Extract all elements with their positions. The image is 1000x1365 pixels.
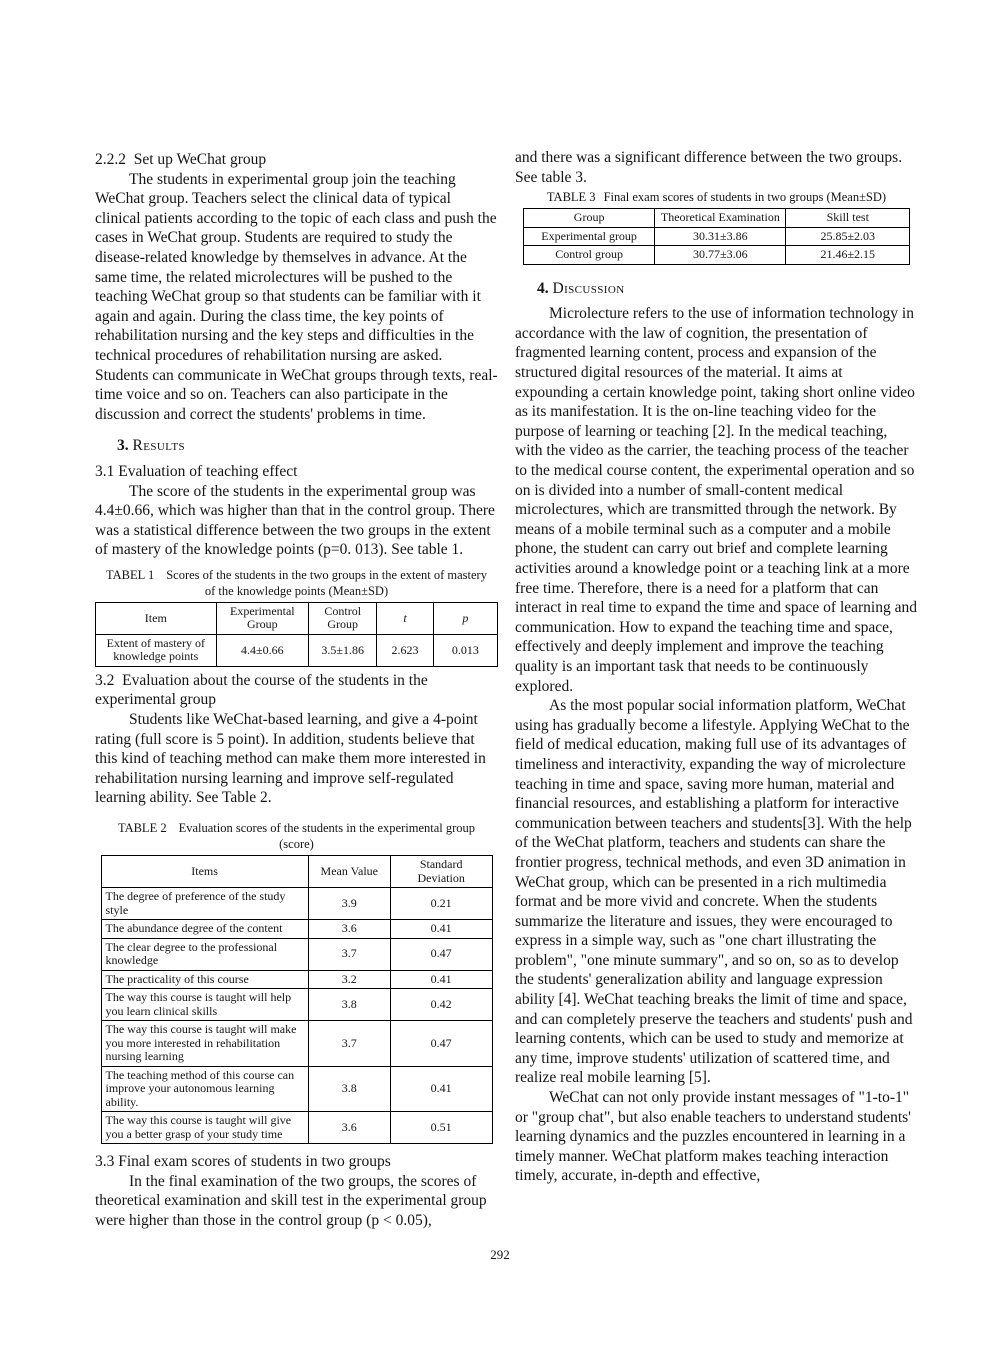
table3-header-row: [524, 209, 910, 228]
table2-cell-mean: 3.6: [308, 920, 390, 939]
table2-cell-sd: 0.47: [390, 1021, 492, 1067]
paragraph-course-evaluation: Students like WeChat-based learning, and give a 4-point rating (full score is 5 point). In addition, students believe that this kind of teaching method can make them more interested in rehabilitation nursing learning and improve self-regulated learning ability. See Table 2.: [95, 711, 486, 807]
table1: [95, 602, 498, 667]
table2-cell-item: The way this course is taught will give you a better grasp of your study time: [101, 1112, 308, 1144]
table2-row: [101, 888, 492, 920]
table2-cell-item: The teaching method of this course can improve your autonomous learning ability.: [101, 1066, 308, 1112]
section-4-title: Discussion: [552, 279, 625, 297]
table2-cell-mean: 3.9: [308, 888, 390, 920]
table2-cell-item: The way this course is taught will make you more interested in rehabilitation nursing learning: [101, 1021, 308, 1067]
table2-caption: [101, 820, 492, 852]
table2-cell-mean: 3.6: [308, 1112, 390, 1144]
table2-cell-sd: 0.41: [390, 1066, 492, 1112]
table3-caption-text: Final exam scores of students in two groups (Mean±SD): [603, 190, 887, 205]
table2-cell-item: The abundance degree of the content: [101, 920, 308, 939]
heading-2-2-2: 2.2.2 Set up WeChat group: [95, 151, 267, 168]
table2-header-mean: Mean Value: [308, 856, 390, 888]
paragraph-discussion-1: Microlecture refers to the use of information technology in accordance with the law of cognition, the presentation of fragmented learning content, process and expansion of the structured digital resources of the material. It aims at expounding a certain knowledge point, taking short online video as its manifestation. It is the on-line teaching video for the purpose of learning or teaching [2]. In the medical teaching, with the video as the carrier, the teaching process of the teacher to the medical course content, the experimental operation and so on is divided into a number of small-content medical microlectures, which are transmitted through the network. By means of a mobile terminal such as a computer and a mobile phone, the student can carry out brief and complete learning activities around a knowledge point or a teaching link at a more free time. Therefore, there is a need for a platform that can interact in real time to expand the time and space of learning and communication. How to expand the teaching time and space, effectively and deeply implement and improve the teaching quality is an important task that needs to be continuously explored.: [515, 305, 917, 695]
table3-cell-skill: 25.85±2.03: [786, 227, 910, 246]
table3-row: [524, 246, 910, 265]
heading-3-2: 3.2 Evaluation about the course of the students in the experimental group: [95, 671, 432, 709]
table3-row: [524, 227, 910, 246]
table2-row: [101, 1112, 492, 1144]
table2-row: [101, 989, 492, 1021]
table2-cell-mean: 3.8: [308, 989, 390, 1021]
table2-row: [101, 1021, 492, 1067]
table1-row: [96, 634, 498, 666]
table2-cell-mean: 3.2: [308, 970, 390, 989]
table2-row: [101, 1066, 492, 1112]
table2-header-row: [101, 856, 492, 888]
table2-cell-sd: 0.47: [390, 938, 492, 970]
paragraph-continuation: and there was a significant difference between the two groups. See table 3.: [515, 149, 903, 186]
table3-header-skill: Skill test: [786, 209, 910, 228]
table1-caption-label: TABEL 1: [106, 567, 155, 582]
heading-3-3: 3.3 Final exam scores of students in two groups: [95, 1153, 391, 1171]
section-4-number: 4.: [537, 279, 549, 297]
table2-caption-label: TABLE 2: [117, 821, 167, 836]
table2-cell-item: The degree of preference of the study style: [101, 888, 308, 920]
section-3-number: 3.: [117, 437, 129, 455]
table2-cell-sd: 0.41: [390, 970, 492, 989]
table2-caption-text: Evaluation scores of the students in the experimental group (score): [178, 821, 476, 852]
table1-cell-experimental: 4.4±0.66: [216, 634, 308, 666]
table1-caption: [101, 567, 492, 599]
heading-section-3: [95, 436, 498, 456]
table1-header-item: Item: [96, 602, 217, 634]
page-number: 292: [490, 1247, 510, 1262]
table2-header-sd: Standard Deviation: [390, 856, 492, 888]
table3-caption-label: TABLE 3: [546, 190, 596, 205]
table3-cell-theoretical: 30.31±3.86: [655, 227, 786, 246]
paragraph-discussion-2: As the most popular social information platform, WeChat using has gradually become a lifestyle. Applying WeChat to the field of medical education, making full use of its advantages of timeliness and interactivity, expanding the way of microlecture teaching in time and space, saving more human, material and financial resources, and establishing a platform for interactive communication between teachers and students[3]. With the help of the WeChat platform, teachers and students can share the frontier progress, technical methods, and even 3D animation in WeChat group, which can be presented in a rich multimedia format and be more vivid and concrete. When the students summarize the literature and issues, they were encouraged to express in a simple way, such as "one chart illustrating the problem", "one minute summary", and so on, so as to develop the students' generalization ability and language expression ability [4]. WeChat teaching breaks the limit of time and space, and can completely preserve the teachers and students' push and learning contents, which can be used to study and memorize at any time, improve students' utilization of scattered time, and realize real mobile learning [5].: [515, 697, 913, 1087]
table3-cell-theoretical: 30.77±3.06: [655, 246, 786, 265]
table2-cell-item: The way this course is taught will help you learn clinical skills: [101, 989, 308, 1021]
table2-row: [101, 970, 492, 989]
table2-row: [101, 920, 492, 939]
table2-cell-sd: 0.41: [390, 920, 492, 939]
table2-cell-mean: 3.7: [308, 1021, 390, 1067]
section-3-title: Results: [132, 437, 185, 455]
paragraph-final-exam-scores: In the final examination of the two groups, the scores of theoretical examination and skill test in the experimental group were higher than those in the control group (p < 0.05),: [95, 1172, 487, 1229]
table2-row: [101, 938, 492, 970]
right-column: [515, 148, 918, 1186]
table1-cell-item: Extent of mastery of knowledge points: [96, 634, 217, 666]
table2-cell-mean: 3.8: [308, 1066, 390, 1112]
table1-header-control: Control Group: [309, 602, 377, 634]
table2-cell-item: The practicality of this course: [101, 970, 308, 989]
table2-cell-sd: 0.21: [390, 888, 492, 920]
heading-3-1: 3.1 Evaluation of teaching effect: [95, 462, 298, 480]
table2-header-items: Items: [101, 856, 308, 888]
table1-cell-p: 0.013: [433, 634, 497, 666]
table1-cell-t: 2.623: [377, 634, 433, 666]
table3-header-theoretical: Theoretical Examination: [655, 209, 786, 228]
table3-cell-group: Experimental group: [524, 227, 655, 246]
table2-cell-sd: 0.51: [390, 1112, 492, 1144]
table2-cell-item: The clear degree to the professional knowledge: [101, 938, 308, 970]
table1-header-p: p: [433, 602, 497, 634]
table2: [101, 855, 493, 1144]
table1-header-row: [96, 602, 498, 634]
table1-caption-text: Scores of the students in the two groups in the extent of mastery of the knowledge points (Mean±SD): [166, 567, 487, 598]
table2-cell-sd: 0.42: [390, 989, 492, 1021]
heading-section-4: [515, 279, 918, 299]
left-column: [95, 148, 498, 1230]
table3-cell-skill: 21.46±2.15: [786, 246, 910, 265]
paragraph-set-up-wechat-group: The students in experimental group join the teaching WeChat group. Teachers select the clinical data of typical clinical patients according to the topic of each class and push the cases in WeChat group. Students are required to study the disease-related knowledge by themselves in advance. At the same time, the related microlectures will be pushed to the teaching WeChat group so that students can be familiar with it again and again. During the class time, the key points of rehabilitation nursing and the key steps and difficulties in the technical procedures of rehabilitation nursing are asked. Students can communicate in WeChat groups through texts, real-time voice and so on. Teachers can also participate in the discussion and correct the students' problems in time.: [95, 170, 498, 423]
table3-header-group: Group: [524, 209, 655, 228]
paragraph-teaching-effect: The score of the students in the experimental group was 4.4±0.66, which was higher than that in the control group. There was a statistical difference between the two groups in the extent of mastery of the knowledge points (p=0. 013). See table 1.: [95, 482, 495, 559]
paragraph-discussion-3: WeChat can not only provide instant messages of "1-to-1" or "group chat", but also enable teachers to understand students' learning dynamics and the puzzles encountered in learning in a timely manner. WeChat platform makes teaching interaction timely, accurate, in-depth and effective,: [515, 1089, 911, 1185]
table3: [523, 208, 910, 265]
table3-caption: [521, 189, 912, 205]
table1-header-t: t: [377, 602, 433, 634]
table3-cell-group: Control group: [524, 246, 655, 265]
table1-header-experimental: Experimental Group: [216, 602, 308, 634]
table1-cell-control: 3.5±1.86: [309, 634, 377, 666]
table2-cell-mean: 3.7: [308, 938, 390, 970]
